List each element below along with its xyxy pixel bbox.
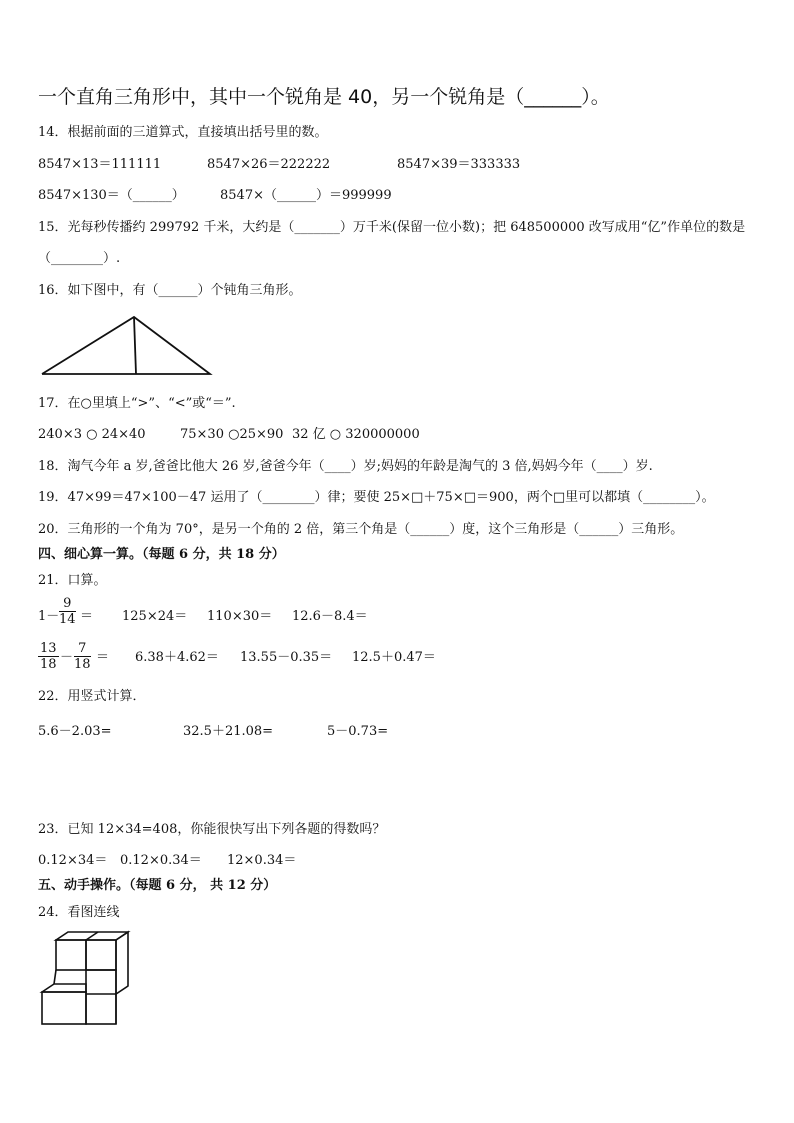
q22-stem: 22．用竖式计算． (38, 689, 146, 704)
fraction-numerator: 13 (40, 641, 57, 656)
q17-item-3: 32 亿 ○ 320000000 (292, 427, 420, 442)
q21-r2-fraction-1 (38, 641, 59, 672)
q14-eq5: 8547×（______）＝999999 (220, 188, 392, 203)
q17-stem: 17．在○里填上“>”、“<”或“＝”. (38, 396, 236, 411)
q13-text: 一个直角三角形中，其中一个锐角是 40，另一个锐角是（______）。 (38, 86, 610, 108)
fraction-denominator: 18 (40, 657, 57, 672)
q21-r2-item-3: 12.5＋0.47＝ (352, 650, 436, 665)
q14-eq2: 8547×26＝222222 (207, 157, 331, 172)
q22-item-3: 5－0.73= (327, 724, 389, 739)
q21-r1-item-1: 125×24＝ (122, 609, 188, 624)
q14-eq4: 8547×130＝（______） (38, 188, 185, 203)
cube-stack-lines (42, 932, 128, 1024)
q21-r2-minus: － (60, 650, 74, 665)
q21-r2-item-1: 6.38＋4.62＝ (135, 650, 219, 665)
q21-r1-fraction (59, 596, 76, 627)
q15-line1: 15．光每秒传播约 299792 千米，大约是（_______）万千米(保留一位小数)；把 648500000 改写成用“亿”作单位的数是 (38, 220, 746, 235)
q21-r1-lead: 1－ (38, 609, 60, 624)
q14-stem: 14．根据前面的三道算式，直接填出括号里的数。 (38, 125, 328, 140)
q23-item-1: 0.12×34＝ (38, 853, 108, 868)
q21-r2-fraction-2 (74, 641, 91, 672)
q21-r1-item-3: 12.6－8.4＝ (292, 609, 368, 624)
q21-r1-item-2: 110×30＝ (207, 609, 273, 624)
q19-text: 19．47×99＝47×100－47 运用了（________）律；要使 25×□＋75×□＝900，两个□里可以都填（________）。 (38, 490, 715, 505)
q20-text: 20．三角形的一个角为 70°，是另一个角的 2 倍，第三个角是（______）度，这个三角形是（______）三角形。 (38, 522, 684, 537)
fraction-denominator: 14 (59, 612, 76, 627)
triangle-divider (134, 317, 136, 374)
fraction-numerator: 9 (59, 596, 76, 612)
q14-eq1: 8547×13＝111111 (38, 157, 162, 172)
q22-item-2: 32.5＋21.08= (183, 724, 274, 739)
q24-stem: 24．看图连线 (38, 905, 120, 920)
q23-stem: 23．已知 12×34=408，你能很快写出下列各题的得数吗？ (38, 822, 386, 837)
obtuse-triangle-figure (38, 312, 218, 378)
q15-line2: （________）. (38, 251, 121, 266)
triangle-outline (42, 317, 210, 374)
q21-r2-item-2: 13.55－0.35＝ (240, 650, 333, 665)
fraction-denominator: 18 (74, 657, 91, 672)
section4-title: 四、细心算一算。（每题 6 分，共 18 分） (38, 547, 285, 562)
q17-item-1: 240×3 ○ 24×40 (38, 427, 146, 442)
q21-stem: 21．口算。 (38, 573, 107, 588)
q16-stem: 16．如下图中，有（______）个钝角三角形。 (38, 283, 302, 298)
q23-item-2: 0.12×0.34＝ (120, 853, 202, 868)
q21-r2-eq: ＝ (96, 650, 110, 665)
q18-text: 18．淘气今年 a 岁,爸爸比他大 26 岁,爸爸今年（____）岁;妈妈的年龄是淘气的 3 倍,妈妈今年（____）岁. (38, 459, 653, 474)
section5-title: 五、动手操作。（每题 6 分， 共 12 分） (38, 878, 277, 893)
q23-item-3: 12×0.34＝ (227, 853, 297, 868)
cube-stack-figure (38, 930, 133, 1028)
q22-item-1: 5.6－2.03= (38, 724, 112, 739)
q17-item-2: 75×30 ○25×90 (180, 427, 284, 442)
q21-r1-eq: ＝ (80, 609, 94, 624)
q14-eq3: 8547×39＝333333 (397, 157, 521, 172)
fraction-numerator: 7 (74, 641, 91, 657)
